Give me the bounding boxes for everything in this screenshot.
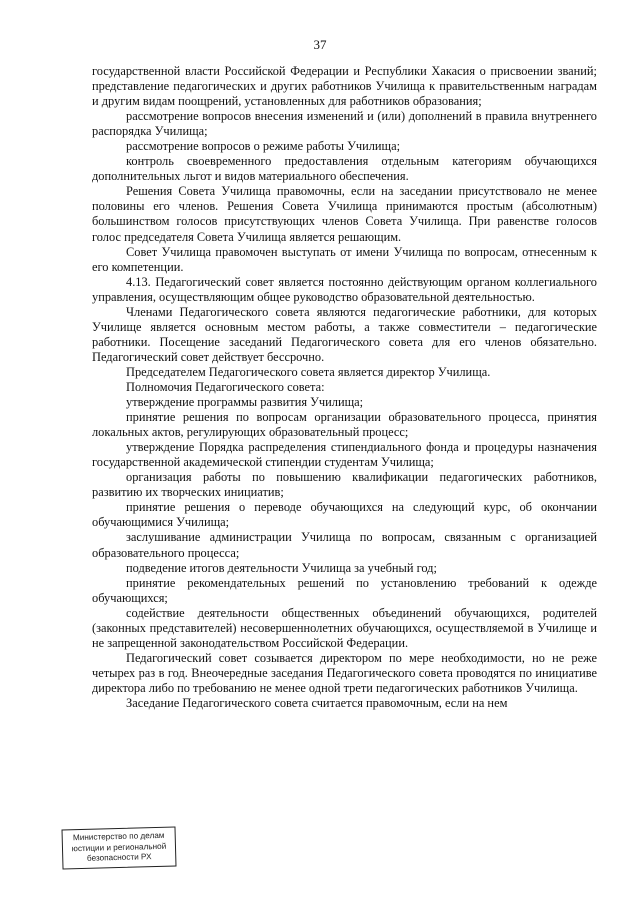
paragraph: принятие решения по вопросам организации образовательного процесса, принятия локальных актов, регулирующих образовательный процесс; [92,410,597,440]
paragraph: 4.13. Педагогический совет является постоянно действующим органом коллегиального управления, осуществляющим общее руководство образовательной деятельностью. [92,274,597,304]
paragraph: утверждение Порядка распределения стипендиального фонда и процедуры назначения государственной академической стипендии студентам Училища; [92,440,597,470]
page-number: 37 [313,37,327,52]
paragraph: утверждение программы развития Училища; [126,395,364,410]
paragraph: государственной власти Российской Федерации и Республики Хакасия о присвоении званий; представление педагогических и других работников Училища к правительственным наградам и другим видам поощрений, установленных для работников образования; [92,64,597,109]
stamp-line: юстиции и региональной [71,841,167,853]
paragraph: Решения Совета Училища правомочны, если на заседании присутствовало не менее половины его членов. Решения Совета Училища принимаются простым (абсолютным) большинством голосов присутствующих членов Совета Училища. При равенстве голосов голос председателя Совета Училища является решающим. [92,184,597,244]
paragraph: рассмотрение вопросов о режиме работы Училища; [126,139,401,154]
stamp-line: безопасности РХ [86,852,152,863]
paragraph: Заседание Педагогического совета считается правомочным, если на нем [126,695,508,710]
stamp-line: Министерство по делам [72,830,165,843]
paragraph: контроль своевременного предоставления отдельным категориям обучающихся дополнительных льгот и видов материального обеспечения. [92,154,597,184]
paragraph: подведение итогов деятельности Училища за учебный год; [126,560,437,575]
paragraph: рассмотрение вопросов внесения изменений и (или) дополнений в правила внутреннего распорядка Училища; [92,109,597,139]
paragraph: организация работы по повышению квалификации педагогических работников, развитию их творческих инициатив; [92,470,597,500]
document-body [92,64,597,711]
paragraph: принятие решения о переводе обучающихся на следующий курс, об окончании обучающимися Училища; [92,500,597,530]
paragraph: заслушивание администрации Училища по вопросам, связанным с организацией образовательного процесса; [92,530,597,560]
registration-stamp [61,827,176,870]
paragraph: Полномочия Педагогического совета: [126,379,325,394]
paragraph: Педагогический совет созывается директором по мере необходимости, но не реже четырех раз в год. Внеочередные заседания Педагогического совета проводятся по инициативе директора либо по требованию не менее одной трети педагогических работников Училища. [92,650,597,695]
paragraph: Членами Педагогического совета являются педагогические работники, для которых Училище является основным местом работы, а также совместители – педагогические работники. Посещение заседаний Педагогического совета для его членов обязательно. Педагогический совет действует бессрочно. [92,304,597,364]
paragraph: принятие рекомендательных решений по установлению требований к одежде обучающихся; [92,575,597,605]
paragraph: Совет Училища правомочен выступать от имени Училища по вопросам, отнесенным к его компетенции. [92,244,597,274]
paragraph: содействие деятельности общественных объединений обучающихся, родителей (законных представителей) несовершеннолетних обучающихся, осуществляемой в Училище и не запрещенной законодательством Российской Федерации. [92,605,597,650]
paragraph: Председателем Педагогического совета является директор Училища. [126,364,491,379]
